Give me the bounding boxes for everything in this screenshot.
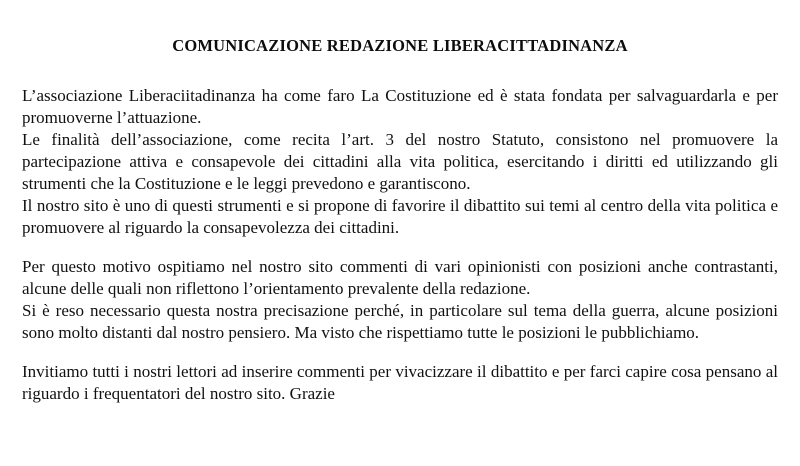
paragraph: Le finalità dell’associazione, come recita l’art. 3 del nostro Statuto, consistono nel promuovere la partecipazione attiva e consapevole dei cittadini alla vita politica, esercitando i diritti ed utilizzando gli strumenti che la Costituzione e le leggi prevedono e garantiscono. — [22, 130, 778, 193]
paragraph: L’associazione Liberaciitadinanza ha come faro La Costituzione ed è stata fondata per salvaguardarla e per promuoverne l’attuazione. — [22, 86, 778, 127]
paragraph-block-positions — [22, 256, 778, 344]
paragraph: Il nostro sito è uno di questi strumenti e si propone di favorire il dibattito sui temi al centro della vita politica e promuovere al riguardo la consapevolezza dei cittadini. — [22, 196, 778, 237]
paragraph-block-invitation — [22, 361, 778, 405]
document-title: COMUNICAZIONE REDAZIONE LIBERACITTADINANZA — [172, 36, 628, 55]
paragraph-block-intro — [22, 85, 778, 239]
paragraph: Per questo motivo ospitiamo nel nostro sito commenti di vari opinionisti con posizioni anche contrastanti, alcune delle quali non riflettono l’orientamento prevalente della redazione. — [22, 257, 778, 298]
paragraph: Si è reso necessario questa nostra precisazione perché, in particolare sul tema della guerra, alcune posizioni sono molto distanti dal nostro pensiero. Ma visto che rispettiamo tutte le posizioni le pubblichiamo. — [22, 301, 778, 342]
paragraph: Invitiamo tutti i nostri lettori ad inserire commenti per vivacizzare il dibattito e per farci capire cosa pensano al riguardo i frequentatori del nostro sito. Grazie — [22, 362, 778, 403]
